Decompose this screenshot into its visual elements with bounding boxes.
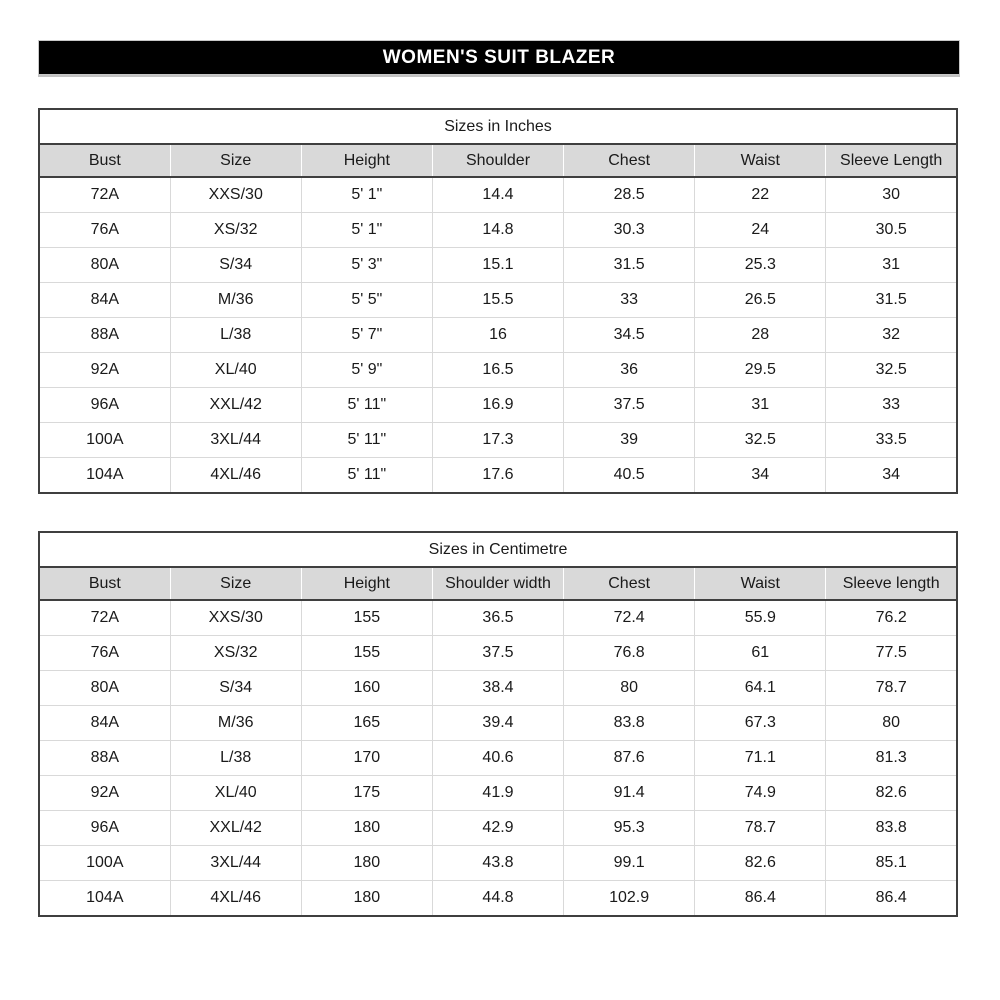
- table-cell: 80A: [39, 671, 170, 706]
- table-row: [39, 213, 957, 248]
- table-cell: 16.9: [432, 388, 563, 423]
- table-cell: 104A: [39, 881, 170, 917]
- table-cell: 25.3: [695, 248, 826, 283]
- table-cell: 96A: [39, 388, 170, 423]
- sizes-in-inches-table: [38, 108, 958, 494]
- table-cell: XXL/42: [170, 811, 301, 846]
- table-cell: M/36: [170, 283, 301, 318]
- table-cell: 99.1: [564, 846, 695, 881]
- table-cell: 76.8: [564, 636, 695, 671]
- table-cell: 34: [695, 458, 826, 494]
- table-cell: 180: [301, 881, 432, 917]
- column-header: Size: [170, 567, 301, 600]
- table-cell: 72A: [39, 600, 170, 636]
- table-cell: 29.5: [695, 353, 826, 388]
- table-cell: 104A: [39, 458, 170, 494]
- table-cell: 84A: [39, 283, 170, 318]
- table-cell: 160: [301, 671, 432, 706]
- table-cell: 42.9: [432, 811, 563, 846]
- table-cell: 5' 11": [301, 423, 432, 458]
- table-cell: XL/40: [170, 776, 301, 811]
- table-cell: 91.4: [564, 776, 695, 811]
- column-header: Size: [170, 144, 301, 177]
- table-cell: 3XL/44: [170, 423, 301, 458]
- table-caption-row: [39, 109, 957, 144]
- table-cell: 31.5: [826, 283, 957, 318]
- column-header: Waist: [695, 144, 826, 177]
- table-cell: 100A: [39, 846, 170, 881]
- table-row: [39, 846, 957, 881]
- table-cell: 86.4: [695, 881, 826, 917]
- table-cell: 22: [695, 177, 826, 213]
- table-cell: 71.1: [695, 741, 826, 776]
- column-header: Shoulder width: [432, 567, 563, 600]
- table-cell: 180: [301, 846, 432, 881]
- table-cell: 43.8: [432, 846, 563, 881]
- table-cell: 17.3: [432, 423, 563, 458]
- table-cell: 14.8: [432, 213, 563, 248]
- table-caption: Sizes in Inches: [39, 109, 957, 144]
- table-cell: S/34: [170, 248, 301, 283]
- table-cell: 80: [826, 706, 957, 741]
- table-cell: 76A: [39, 636, 170, 671]
- table-cell: 67.3: [695, 706, 826, 741]
- table-cell: 32.5: [826, 353, 957, 388]
- table-cell: 32.5: [695, 423, 826, 458]
- table-cell: 37.5: [564, 388, 695, 423]
- table-cell: 3XL/44: [170, 846, 301, 881]
- table-cell: 81.3: [826, 741, 957, 776]
- table-cell: 95.3: [564, 811, 695, 846]
- table-cell: 31: [826, 248, 957, 283]
- table-cell: 64.1: [695, 671, 826, 706]
- table-cell: 72A: [39, 177, 170, 213]
- table-row: [39, 811, 957, 846]
- table-cell: 36: [564, 353, 695, 388]
- table-cell: 82.6: [695, 846, 826, 881]
- table-cell: 34.5: [564, 318, 695, 353]
- column-header: Shoulder: [432, 144, 563, 177]
- table-cell: 24: [695, 213, 826, 248]
- table-cell: 88A: [39, 741, 170, 776]
- table-cell: 82.6: [826, 776, 957, 811]
- table-row: [39, 423, 957, 458]
- table-cell: XXS/30: [170, 600, 301, 636]
- column-header: Bust: [39, 144, 170, 177]
- table-cell: 175: [301, 776, 432, 811]
- table-cell: 180: [301, 811, 432, 846]
- table-cell: 165: [301, 706, 432, 741]
- product-title: WOMEN'S SUIT BLAZER: [382, 46, 616, 68]
- table-cell: 86.4: [826, 881, 957, 917]
- table-cell: 76.2: [826, 600, 957, 636]
- table-cell: 61: [695, 636, 826, 671]
- table-cell: 28.5: [564, 177, 695, 213]
- table-cell: 37.5: [432, 636, 563, 671]
- table-cell: L/38: [170, 741, 301, 776]
- table-cell: 83.8: [564, 706, 695, 741]
- table-cell: 36.5: [432, 600, 563, 636]
- table-row: [39, 353, 957, 388]
- table-cell: 4XL/46: [170, 458, 301, 494]
- table-cell: 96A: [39, 811, 170, 846]
- column-header: Height: [301, 144, 432, 177]
- table-row: [39, 318, 957, 353]
- table-row: [39, 671, 957, 706]
- table-cell: 5' 9": [301, 353, 432, 388]
- table-cell: 78.7: [695, 811, 826, 846]
- table-cell: 5' 3": [301, 248, 432, 283]
- table-cell: S/34: [170, 671, 301, 706]
- table-cell: 84A: [39, 706, 170, 741]
- table-cell: 87.6: [564, 741, 695, 776]
- table-cell: 5' 1": [301, 213, 432, 248]
- table-cell: 15.5: [432, 283, 563, 318]
- table-row: [39, 248, 957, 283]
- table-cell: 30.5: [826, 213, 957, 248]
- sizes-in-centimetre-table: [38, 531, 958, 917]
- table-header-row: [39, 144, 957, 177]
- table-cell: 38.4: [432, 671, 563, 706]
- table-cell: 5' 5": [301, 283, 432, 318]
- column-header: Chest: [564, 567, 695, 600]
- table-cell: 80: [564, 671, 695, 706]
- table-cell: 28: [695, 318, 826, 353]
- table-cell: 40.5: [564, 458, 695, 494]
- table-row: [39, 881, 957, 917]
- table-cell: 155: [301, 636, 432, 671]
- table-cell: 31: [695, 388, 826, 423]
- table-cell: 15.1: [432, 248, 563, 283]
- column-header: Sleeve length: [826, 567, 957, 600]
- table-cell: 77.5: [826, 636, 957, 671]
- table-cell: XXS/30: [170, 177, 301, 213]
- table-cell: 30: [826, 177, 957, 213]
- table-cell: 17.6: [432, 458, 563, 494]
- table-cell: 34: [826, 458, 957, 494]
- table-cell: 39.4: [432, 706, 563, 741]
- table-cell: 92A: [39, 776, 170, 811]
- table-cell: 33.5: [826, 423, 957, 458]
- table-cell: XS/32: [170, 213, 301, 248]
- table-cell: 155: [301, 600, 432, 636]
- table-cell: 80A: [39, 248, 170, 283]
- column-header: Chest: [564, 144, 695, 177]
- table-cell: 100A: [39, 423, 170, 458]
- column-header: Waist: [695, 567, 826, 600]
- product-title-banner: [38, 40, 960, 75]
- table-cell: 5' 7": [301, 318, 432, 353]
- column-header: Bust: [39, 567, 170, 600]
- table-cell: M/36: [170, 706, 301, 741]
- table-cell: L/38: [170, 318, 301, 353]
- table-cell: 30.3: [564, 213, 695, 248]
- table-row: [39, 283, 957, 318]
- table-cell: 85.1: [826, 846, 957, 881]
- table-cell: 41.9: [432, 776, 563, 811]
- table-cell: 76A: [39, 213, 170, 248]
- table-caption-row: [39, 532, 957, 567]
- table-row: [39, 177, 957, 213]
- table-cell: 14.4: [432, 177, 563, 213]
- table-cell: XXL/42: [170, 388, 301, 423]
- table-cell: 102.9: [564, 881, 695, 917]
- table-cell: 4XL/46: [170, 881, 301, 917]
- table-cell: 26.5: [695, 283, 826, 318]
- table-header-row: [39, 567, 957, 600]
- table-cell: 5' 11": [301, 388, 432, 423]
- table-cell: 33: [564, 283, 695, 318]
- table-cell: 88A: [39, 318, 170, 353]
- table-row: [39, 706, 957, 741]
- table-cell: 40.6: [432, 741, 563, 776]
- table-row: [39, 741, 957, 776]
- table-row: [39, 458, 957, 494]
- table-cell: 16: [432, 318, 563, 353]
- table-cell: 83.8: [826, 811, 957, 846]
- table-row: [39, 776, 957, 811]
- table-cell: 92A: [39, 353, 170, 388]
- table-cell: 72.4: [564, 600, 695, 636]
- column-header: Height: [301, 567, 432, 600]
- column-header: Sleeve Length: [826, 144, 957, 177]
- table-row: [39, 600, 957, 636]
- table-cell: 74.9: [695, 776, 826, 811]
- table-row: [39, 388, 957, 423]
- table-cell: 44.8: [432, 881, 563, 917]
- table-cell: 31.5: [564, 248, 695, 283]
- table-cell: 16.5: [432, 353, 563, 388]
- table-cell: 78.7: [826, 671, 957, 706]
- table-caption: Sizes in Centimetre: [39, 532, 957, 567]
- table-cell: 170: [301, 741, 432, 776]
- table-row: [39, 636, 957, 671]
- table-cell: 55.9: [695, 600, 826, 636]
- table-cell: XS/32: [170, 636, 301, 671]
- table-cell: 33: [826, 388, 957, 423]
- table-cell: 39: [564, 423, 695, 458]
- table-cell: 5' 1": [301, 177, 432, 213]
- table-cell: 32: [826, 318, 957, 353]
- table-cell: XL/40: [170, 353, 301, 388]
- table-cell: 5' 11": [301, 458, 432, 494]
